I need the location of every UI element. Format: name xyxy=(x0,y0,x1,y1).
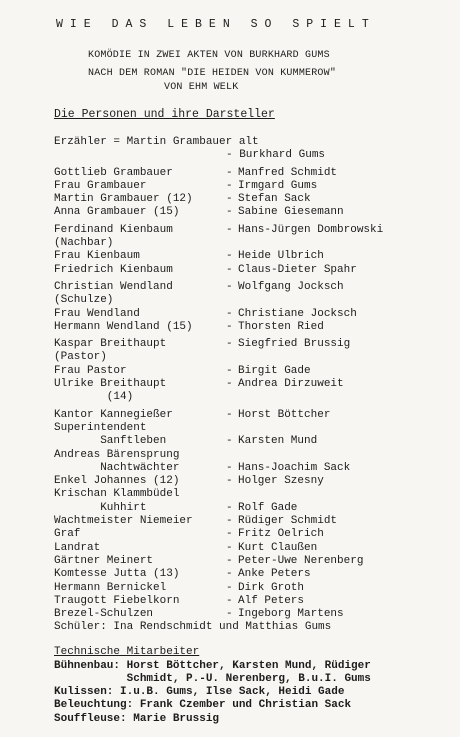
actor-name: Stefan Sack xyxy=(238,193,311,206)
actor-name xyxy=(238,449,454,462)
cast-row xyxy=(54,351,454,364)
role-name: (Schulze) xyxy=(54,294,114,307)
cast-row xyxy=(54,167,454,180)
dash-separator xyxy=(226,488,238,501)
cast-row xyxy=(54,378,454,391)
cast-row xyxy=(54,422,454,435)
dash-separator xyxy=(226,351,238,364)
role-name: Krischan Klammbüdel xyxy=(54,488,180,501)
tech-lines xyxy=(54,660,454,726)
cast-row xyxy=(54,321,454,334)
actor-name: Claus-Dieter Spahr xyxy=(238,263,357,276)
cast-heading: Die Personen und ihre Darsteller xyxy=(54,108,275,121)
role-name: Nachtwächter xyxy=(54,461,180,474)
dash-separator: - xyxy=(226,515,233,528)
cast-row xyxy=(54,281,454,294)
cast-row xyxy=(54,449,454,462)
actor-name: Hans-Jürgen Dombrowski xyxy=(238,223,384,236)
dash-separator: - xyxy=(226,206,233,219)
dash-separator: - xyxy=(226,263,233,276)
actor-name: Horst Böttcher xyxy=(238,408,331,421)
cast-list xyxy=(54,136,454,635)
cast-row xyxy=(54,206,454,219)
actor-name xyxy=(238,294,454,307)
dash-separator: - xyxy=(226,320,233,333)
role-name: Christian Wendland xyxy=(54,280,173,293)
dash-separator: - xyxy=(226,338,233,351)
cast-row xyxy=(54,237,454,250)
dash-separator xyxy=(226,237,238,250)
dash-separator: - xyxy=(226,594,233,607)
cast-row xyxy=(54,294,454,307)
role-name: (Pastor) xyxy=(54,351,107,364)
role-name: Enkel Johannes (12) xyxy=(54,475,180,488)
role-name: Sanftleben xyxy=(54,435,167,448)
cast-row xyxy=(54,502,454,515)
students-line: Schüler: Ina Rendschmidt und Matthias Gums xyxy=(54,621,332,634)
actor-name: Dirk Groth xyxy=(238,581,305,594)
dash-separator: - xyxy=(226,193,233,206)
dash-separator: - xyxy=(226,408,233,421)
subtitle-novel: NACH DEM ROMAN "DIE HEIDEN VON KUMMEROW" xyxy=(88,68,337,79)
tech-line: Kulissen: I.u.B. Gums, Ilse Sack, Heidi Gade xyxy=(54,686,345,699)
cast-row xyxy=(54,542,454,555)
technical-staff xyxy=(54,646,454,726)
actor-name: Holger Szesny xyxy=(238,475,324,488)
tech-line: Beleuchtung: Frank Czember und Christian Sack xyxy=(54,699,352,712)
actor-name xyxy=(238,351,454,364)
dash-separator: - xyxy=(226,280,233,293)
dash-separator: - xyxy=(226,608,233,621)
dash-separator: - xyxy=(226,378,233,391)
role-name: Brezel-Schulzen xyxy=(54,608,154,621)
dash-separator xyxy=(226,449,238,462)
play-title: WIE DAS LEBEN SO SPIELT xyxy=(56,18,376,31)
tech-line: Schmidt, P.-U. Nerenberg, B.u.I. Gums xyxy=(54,672,371,685)
dash-separator: - xyxy=(226,528,233,541)
cast-row xyxy=(54,338,454,351)
dash-separator: - xyxy=(226,475,233,488)
dash-separator xyxy=(226,294,238,307)
role-name: (14) xyxy=(54,391,134,404)
dash-separator: - xyxy=(226,179,233,192)
dash-separator: - xyxy=(226,166,233,179)
cast-row xyxy=(54,515,454,528)
cast-row xyxy=(54,391,454,404)
cast-row xyxy=(54,308,454,321)
cast-row xyxy=(54,582,454,595)
actor-name: Anke Peters xyxy=(238,568,311,581)
subtitle-author: VON EHM WELK xyxy=(164,82,239,93)
dash-separator xyxy=(226,422,238,435)
role-name: Anna Grambauer (15) xyxy=(54,206,180,219)
narrator-actor: - Burkhard Gums xyxy=(226,149,326,162)
cast-row xyxy=(54,365,454,378)
role-name: Landrat xyxy=(54,541,101,554)
dash-separator: - xyxy=(226,435,233,448)
actor-name: Rolf Gade xyxy=(238,501,298,514)
cast-row xyxy=(54,180,454,193)
dash-separator: - xyxy=(226,568,233,581)
subtitle-comedy: KOMÖDIE IN ZWEI AKTEN VON BURKHARD GUMS xyxy=(88,50,330,61)
role-name: Superintendent xyxy=(54,421,147,434)
role-name: Martin Grambauer (12) xyxy=(54,193,193,206)
role-name: Traugott Fiebelkorn xyxy=(54,594,180,607)
role-name: Kaspar Breithaupt xyxy=(54,338,167,351)
dash-separator: - xyxy=(226,581,233,594)
role-name: Friedrich Kienbaum xyxy=(54,263,173,276)
cast-row xyxy=(54,595,454,608)
role-name: Ferdinand Kienbaum xyxy=(54,223,173,236)
tech-line: Bühnenbau: Horst Böttcher, Karsten Mund, Rüdiger xyxy=(54,659,371,672)
cast-row xyxy=(54,555,454,568)
role-name: Komtesse Jutta (13) xyxy=(54,568,180,581)
cast-row xyxy=(54,250,454,263)
actor-name: Hans-Joachim Sack xyxy=(238,461,351,474)
actor-name: Sabine Giesemann xyxy=(238,206,344,219)
role-name: Frau Wendland xyxy=(54,307,140,320)
actor-name xyxy=(238,488,454,501)
role-name: Gottlieb Grambauer xyxy=(54,166,173,179)
dash-separator: - xyxy=(226,223,233,236)
cast-row xyxy=(54,568,454,581)
dash-separator: - xyxy=(226,461,233,474)
actor-name xyxy=(238,237,454,250)
dash-separator: - xyxy=(226,554,233,567)
actor-name: Manfred Schmidt xyxy=(238,166,338,179)
actor-name: Siegfried Brussig xyxy=(238,338,351,351)
dash-separator: - xyxy=(226,250,233,263)
role-name: Hermann Bernickel xyxy=(54,581,167,594)
actor-name: Peter-Uwe Nerenberg xyxy=(238,554,364,567)
tech-heading: Technische Mitarbeiter xyxy=(54,646,200,658)
actor-name xyxy=(238,391,454,404)
cast-row xyxy=(54,435,454,448)
actor-name: Fritz Oelrich xyxy=(238,528,324,541)
role-name: (Nachbar) xyxy=(54,237,114,250)
cast-row xyxy=(54,193,454,206)
actor-name: Irmgard Gums xyxy=(238,179,318,192)
actor-name: Karsten Mund xyxy=(238,435,318,448)
role-name: Graf xyxy=(54,528,81,541)
role-name: Frau Grambauer xyxy=(54,179,147,192)
actor-name: Thorsten Ried xyxy=(238,320,324,333)
cast-row xyxy=(54,409,454,422)
dash-separator: - xyxy=(226,364,233,377)
cast-row xyxy=(54,608,454,621)
dash-separator: - xyxy=(226,501,233,514)
dash-separator: - xyxy=(226,307,233,320)
actor-name: Rüdiger Schmidt xyxy=(238,515,338,528)
role-name: Frau Kienbaum xyxy=(54,250,140,263)
role-name: Ulrike Breithaupt xyxy=(54,378,167,391)
role-name: Kantor Kannegießer xyxy=(54,408,173,421)
actor-name xyxy=(238,422,454,435)
cast-row xyxy=(54,528,454,541)
narrator-role: Erzähler = Martin Grambauer alt xyxy=(54,136,259,148)
actor-name: Wolfgang Jocksch xyxy=(238,280,344,293)
actor-name: Heide Ulbrich xyxy=(238,250,324,263)
actor-name: Christiane Jocksch xyxy=(238,307,357,320)
cast-groups xyxy=(54,163,454,622)
role-name: Hermann Wendland (15) xyxy=(54,320,193,333)
actor-name: Andrea Dirzuweit xyxy=(238,378,344,391)
dash-separator xyxy=(226,391,238,404)
actor-name: Kurt Claußen xyxy=(238,541,318,554)
cast-row xyxy=(54,462,454,475)
tech-line: Souffleuse: Marie Brussig xyxy=(54,712,220,725)
actor-name: Ingeborg Martens xyxy=(238,608,344,621)
cast-row xyxy=(54,264,454,277)
actor-name: Alf Peters xyxy=(238,594,305,607)
cast-row xyxy=(54,488,454,501)
role-name: Kuhhirt xyxy=(54,501,147,514)
role-name: Frau Pastor xyxy=(54,364,127,377)
role-name: Gärtner Meinert xyxy=(54,554,154,567)
cast-row xyxy=(54,475,454,488)
dash-separator: - xyxy=(226,541,233,554)
role-name: Andreas Bärensprung xyxy=(54,448,180,461)
role-name: Wachtmeister Niemeier xyxy=(54,515,193,528)
cast-row xyxy=(54,224,454,237)
actor-name: Birgit Gade xyxy=(238,364,311,377)
